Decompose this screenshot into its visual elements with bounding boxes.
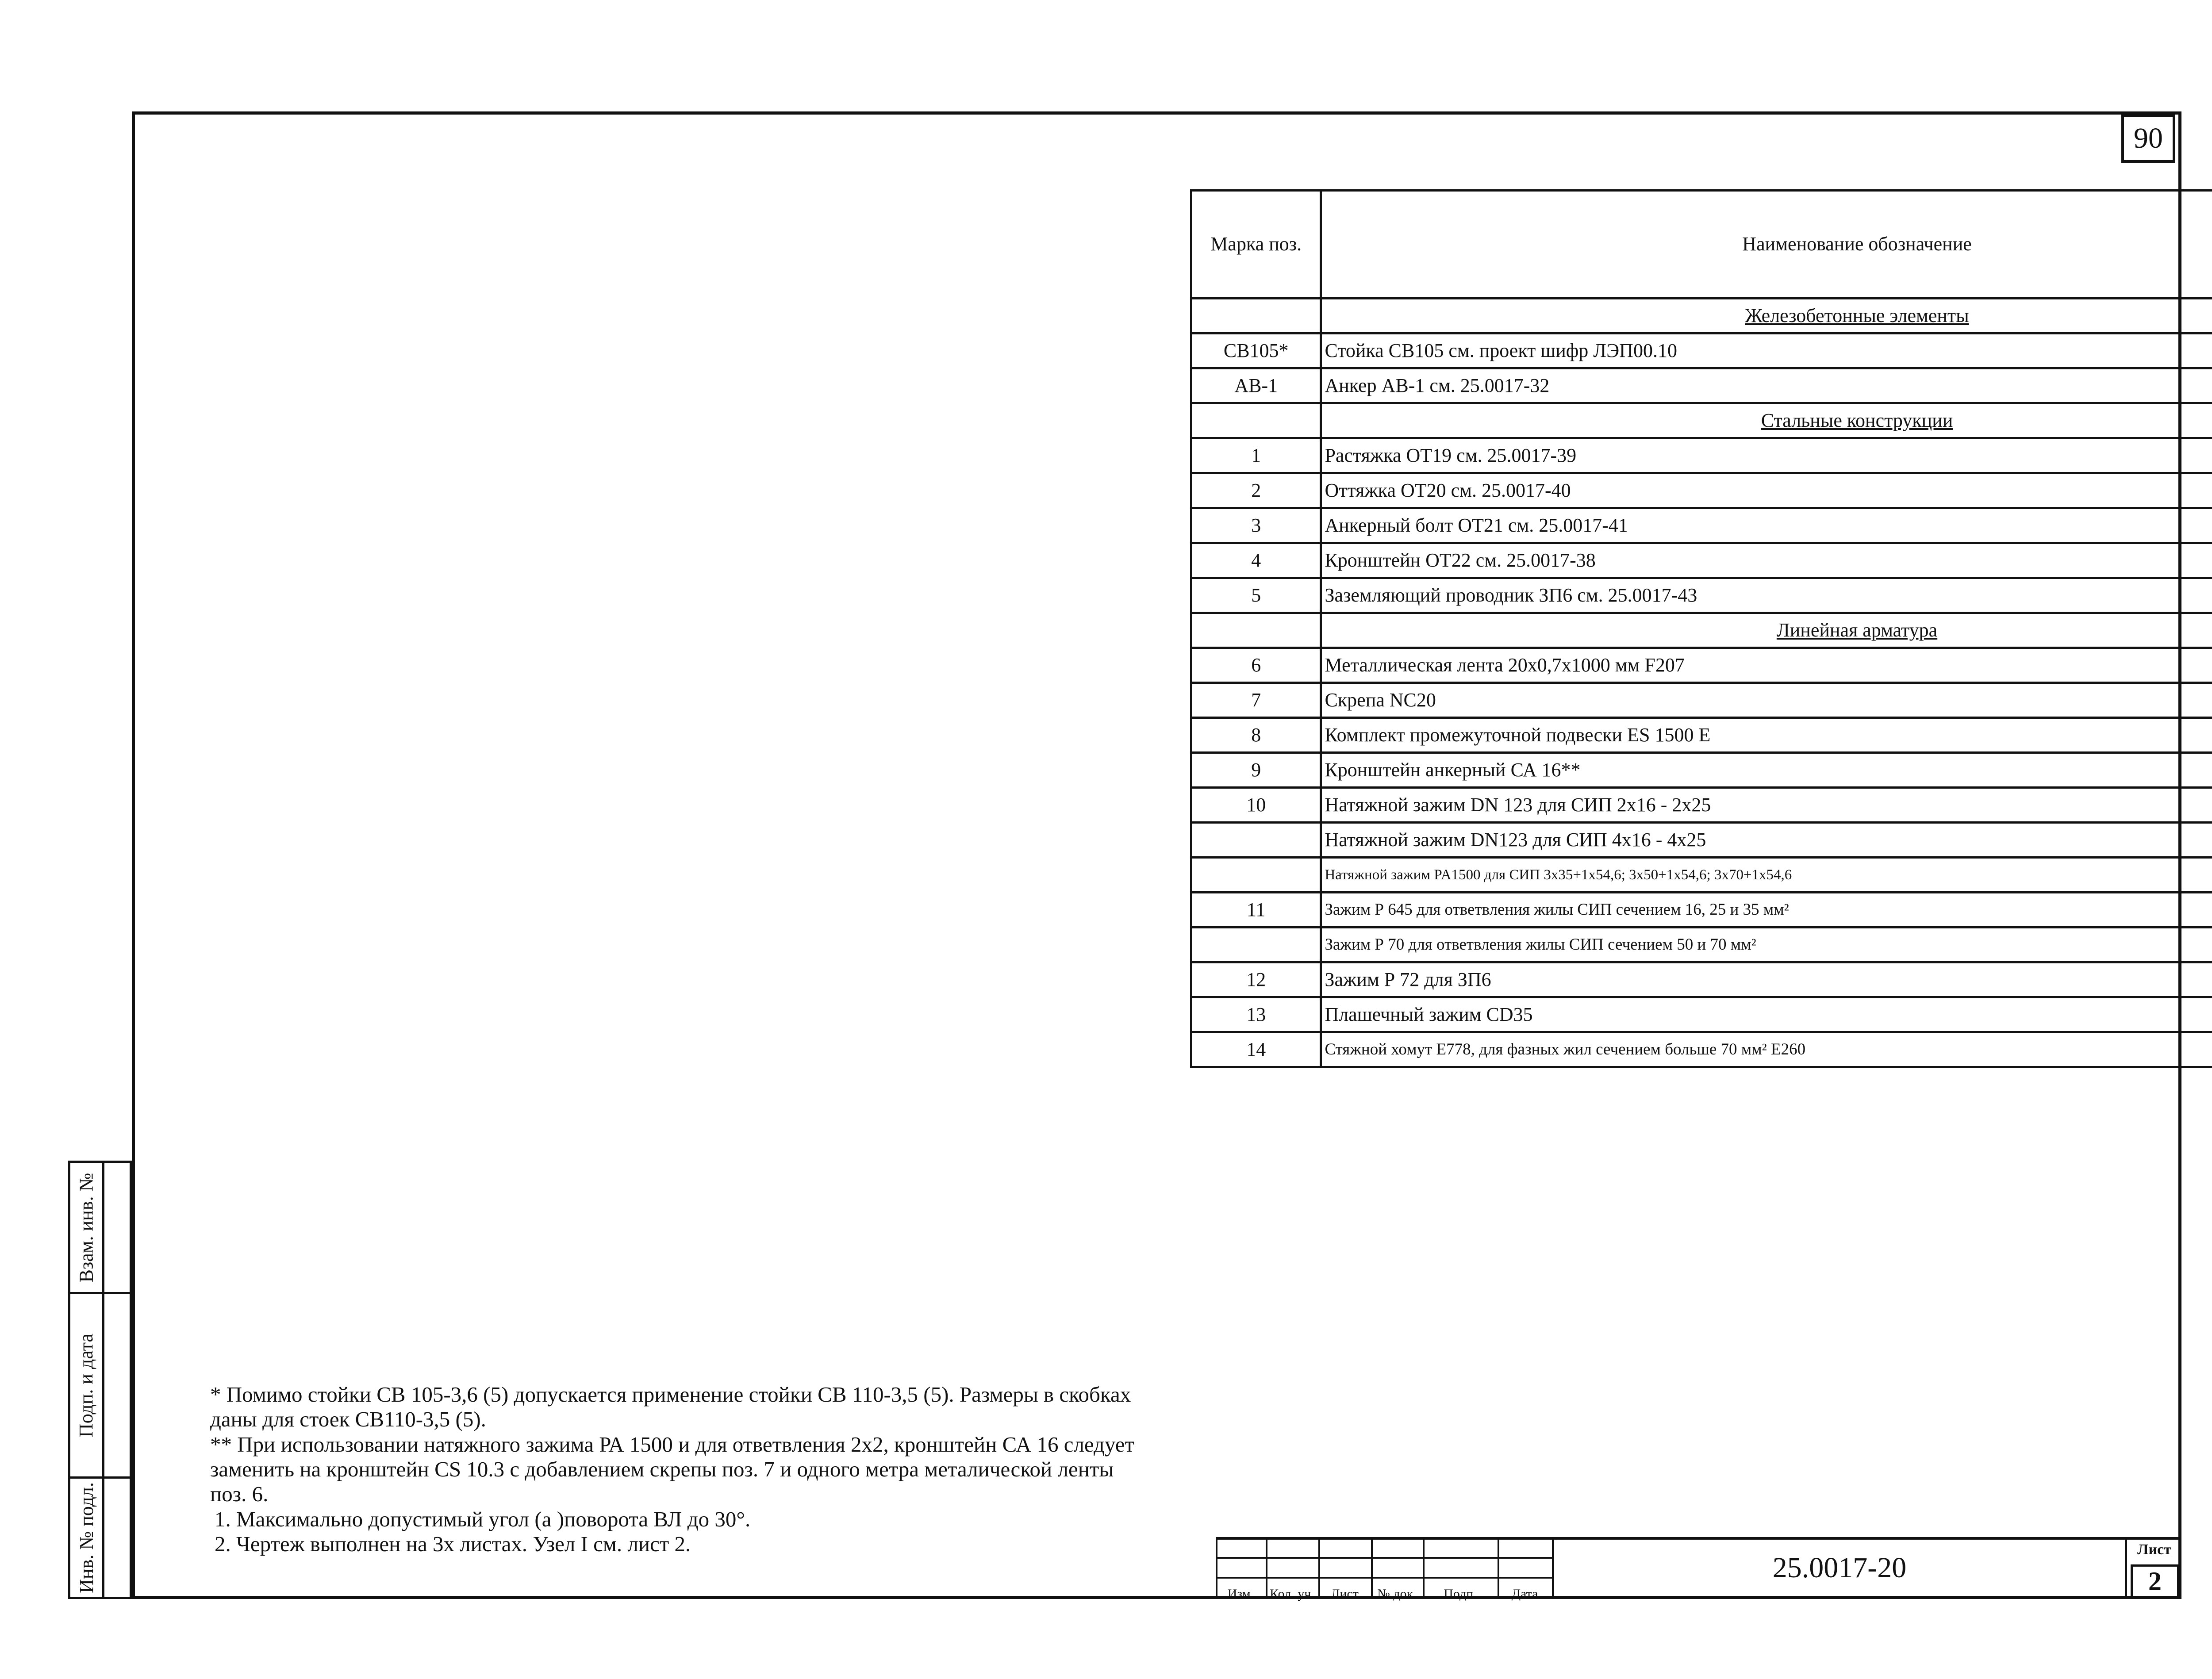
footnotes — [179, 1382, 1152, 1556]
table-row: Натяжной зажим PA1500 для СИП 3х35+1х54,6; 3х50+1х54,6; 3х70+1х54,6 — [1191, 858, 2212, 893]
note-2: 2. Чертеж выполнен на 3х листах. Узел I см. лист 2. — [215, 1532, 691, 1556]
title-block — [1216, 1537, 2181, 1599]
header-name: Наименование обозначение — [1321, 191, 2212, 299]
table-row: 10 Натяжной зажим DN 123 для СИП 2х16 - 2х25 — [1191, 788, 2212, 823]
table-row: АВ-1 Анкер АВ-1 см. 25.0017-32 — [1191, 368, 2212, 403]
section-title: Линейная арматура — [1321, 613, 2212, 648]
document-designation: 25.0017-20 — [1552, 1537, 2127, 1599]
stamp-inv-podl: Инв. № подл. — [68, 1476, 132, 1599]
table-row: 2 Оттяжка ОТ20 см. 25.0017-40 — [1191, 473, 2212, 508]
table-row: 4 Кронштейн ОТ22 см. 25.0017-38 — [1191, 543, 2212, 578]
header-mark: Марка поз. — [1191, 191, 1321, 299]
sheet-value: 2 — [2131, 1564, 2179, 1598]
table-row: Натяжной зажим DN123 для СИП 4х16 - 4х25 — [1191, 823, 2212, 858]
table-row: 9 Кронштейн анкерный СА 16** — [1191, 753, 2212, 788]
table-row: 8 Комплект промежуточной подвески ES 1500 E — [1191, 718, 2212, 753]
table-row: 1 Растяжка ОТ19 см. 25.0017-39 — [1191, 438, 2212, 473]
table-row: 7 Скрепа NC20 — [1191, 683, 2212, 718]
footnote-2: ** При использовании натяжного зажима РА 1500 и для ответвления 2х2, кронштейн СА 16 следует заменить на кронштейн CS 10.3 с добавлением скрепы поз. 7 и одного метра металической ленты поз. 6. — [210, 1432, 1134, 1506]
table-row: СВ105* Стойка СВ105 см. проект шифр ЛЭП00.10 — [1191, 334, 2212, 368]
table-row: 12 Зажим Р 72 для ЗП6 — [1191, 962, 2212, 997]
table-row: 13 Плашечный зажим CD35 — [1191, 997, 2212, 1032]
note-1: 1. Максимально допустимый угол (а )поворота ВЛ до 30°. — [215, 1506, 751, 1531]
sheet-box — [2127, 1537, 2181, 1599]
sheet-label: Лист — [2137, 1541, 2171, 1558]
footnote-1: * Помимо стойки СВ 105-3,6 (5) допускается применение стойки СВ 110-3,5 (5). Размеры в скобках даны для стоек СВ110-3,5 (5). — [210, 1382, 1131, 1432]
section-row — [1191, 299, 2212, 334]
table-row: 3 Анкерный болт ОТ21 см. 25.0017-41 — [1191, 508, 2212, 543]
section-title: Железобетонные элементы — [1321, 299, 2212, 334]
specification-table — [1190, 189, 2212, 1068]
section-row — [1191, 613, 2212, 648]
table-row: 14 Стяжной хомут Е778, для фазных жил сечением больше 70 мм² Е260 — [1191, 1032, 2212, 1067]
table-row: 6 Металлическая лента 20х0,7х1000 мм F207 — [1191, 648, 2212, 683]
table-row: 5 Заземляющий проводник ЗП6 см. 25.0017-43 — [1191, 578, 2212, 613]
stamp-podp-data: Подп. и дата — [68, 1292, 132, 1479]
revision-labels: Изм. Кол. уч. Лист № док. Подп. Дата — [1227, 1587, 1538, 1601]
page-number: 90 — [2121, 114, 2175, 163]
table-row: Зажим Р 70 для ответвления жилы СИП сечением 50 и 70 мм² — [1191, 928, 2212, 962]
table-row: 11 Зажим Р 645 для ответвления жилы СИП сечением 16, 25 и 35 мм² — [1191, 893, 2212, 928]
section-row — [1191, 403, 2212, 438]
side-stamp — [68, 1161, 132, 1599]
stamp-vzam-inv: Взам. инв. № — [68, 1161, 132, 1294]
section-title: Стальные конструкции — [1321, 403, 2212, 438]
